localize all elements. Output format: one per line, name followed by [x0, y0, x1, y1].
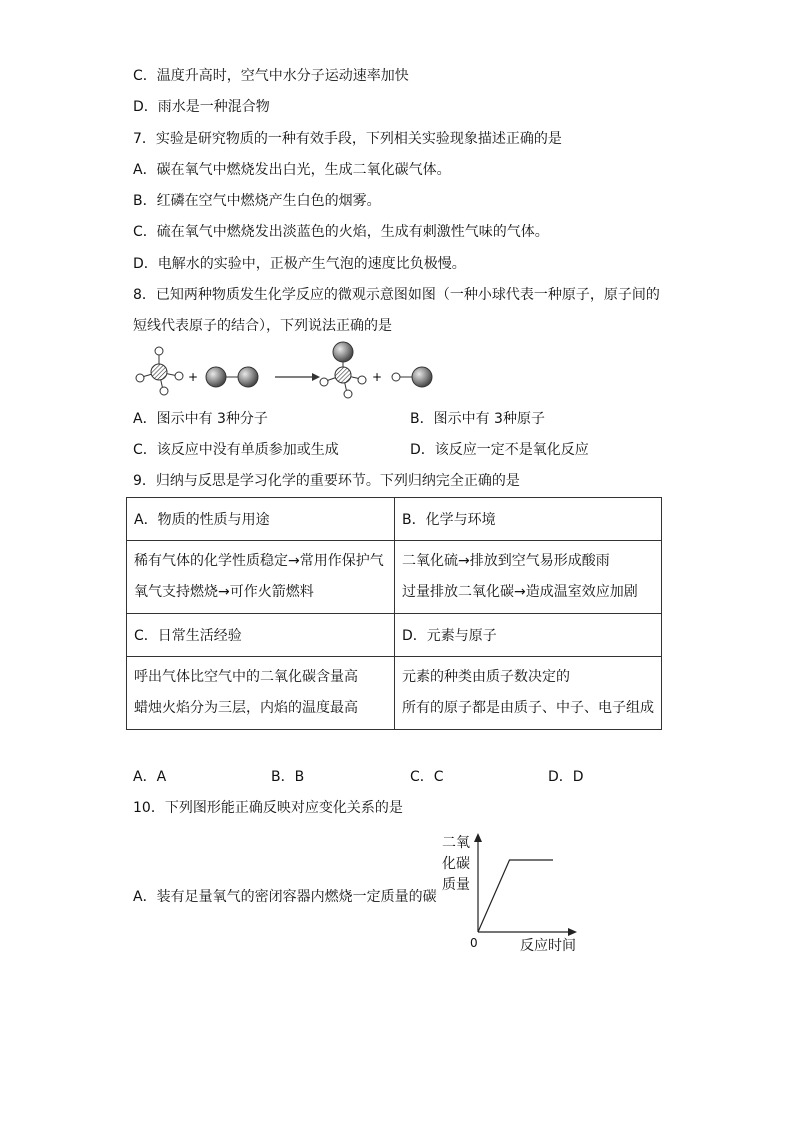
q8-option-d: D．该反应一定不是氧化反应 — [410, 442, 589, 458]
chart-y-arrow — [474, 833, 482, 842]
reactant-molecule-1 — [136, 347, 183, 395]
table-cell-b-head: B．化学与环境 — [395, 498, 662, 541]
answer-d: D．D — [548, 769, 584, 785]
chart-x-arrow — [568, 928, 577, 936]
table-text: 呼出气体比空气中的二氧化碳含量高 — [134, 669, 358, 685]
table-cell-d-head: D．元素与原子 — [395, 614, 662, 657]
chart-ylabel-1: 二氧 — [442, 835, 470, 851]
chart-ylabel-3: 质量 — [442, 877, 470, 893]
plus-sign: + — [188, 370, 199, 384]
question-9: 9．归纳与反思是学习化学的重要环节。下列归纳完全正确的是 — [133, 473, 520, 489]
q7-option-c: C．硫在氧气中燃烧发出淡蓝色的火焰，生成有刺激性气味的气体。 — [133, 224, 549, 240]
answer-c: C．C — [410, 769, 444, 785]
q7-option-d: D．电解水的实验中，正极产生气泡的速度比负极慢。 — [133, 256, 466, 272]
reactant-molecule-2 — [206, 367, 258, 387]
option-c-prev: C．温度升高时，空气中水分子运动速率加快 — [133, 68, 409, 84]
answer-b: B．B — [271, 769, 305, 785]
question-8-line2: 短线代表原子的结合），下列说法正确的是 — [133, 318, 392, 334]
question-10: 10．下列图形能正确反映对应变化关系的是 — [133, 800, 403, 816]
table-cell-c-body — [127, 657, 395, 730]
table-text: 稀有气体的化学性质稳定→常用作保护气 — [134, 553, 384, 569]
product-molecule-1 — [320, 342, 366, 398]
table-text: 二氧化硫→排放到空气易形成酸雨 — [402, 553, 610, 569]
question-8-line1: 8．已知两种物质发生化学反应的微观示意图如图（一种小球代表一种原子，原子间的 — [133, 287, 660, 303]
chart-series-line — [478, 860, 553, 932]
table-cell-b-body — [395, 541, 662, 614]
q8-option-b: B．图示中有 3种原子 — [410, 411, 545, 427]
chart-origin-label: 0 — [470, 936, 478, 950]
table-text: 元素的种类由质子数决定的 — [402, 669, 570, 685]
reaction-diagram — [130, 343, 440, 403]
table-text: 蜡烛火焰分为三层，内焰的温度最高 — [134, 700, 358, 716]
q8-option-c: C．该反应中没有单质参加或生成 — [133, 442, 339, 458]
table-cell-a-head: A．物质的性质与用途 — [127, 498, 395, 541]
answer-a: A．A — [133, 769, 167, 785]
question-7: 7．实验是研究物质的一种有效手段，下列相关实验现象描述正确的是 — [133, 131, 562, 147]
plus-sign: + — [372, 370, 383, 384]
q7-option-a: A．碳在氧气中燃烧发出白光，生成二氧化碳气体。 — [133, 162, 451, 178]
table-text: 氧气支持燃烧→可作火箭燃料 — [134, 584, 314, 600]
chart-ylabel-2: 化碳 — [442, 856, 470, 872]
table-cell-a-body — [127, 541, 395, 614]
co2-mass-chart — [470, 830, 590, 940]
table-text: 过量排放二氧化碳→造成温室效应加剧 — [402, 584, 638, 600]
option-d-prev: D．雨水是一种混合物 — [133, 99, 270, 115]
table-cell-c-head: C．日常生活经验 — [127, 614, 395, 657]
summary-table — [126, 497, 662, 730]
q10-option-a-text: A．装有足量氧气的密闭容器内燃烧一定质量的碳 — [133, 889, 437, 905]
q7-option-b: B．红磷在空气中燃烧产生白色的烟雾。 — [133, 193, 381, 209]
table-text: 所有的原子都是由质子、中子、电子组成 — [402, 700, 654, 716]
table-cell-d-body — [395, 657, 662, 730]
chart-xlabel: 反应时间 — [520, 938, 576, 954]
reaction-arrow — [275, 373, 320, 381]
q8-option-a: A．图示中有 3种分子 — [133, 411, 268, 427]
product-molecule-2 — [392, 367, 432, 387]
